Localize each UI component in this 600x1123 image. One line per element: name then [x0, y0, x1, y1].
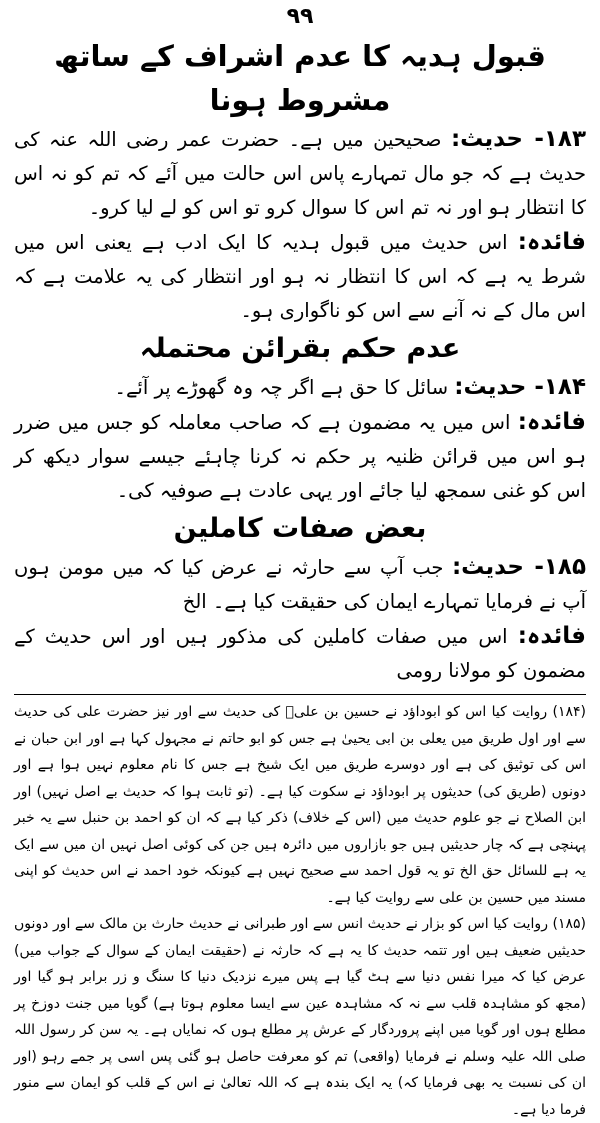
hadith-184-text: سائل کا حق ہے اگر چہ وہ گھوڑے پر آئے۔ [114, 376, 455, 399]
faida-184-label: فائدہ: [517, 409, 586, 435]
faida-183-text: اس حدیث میں قبول ہدیہ کا ایک ادب ہے یعنی اس میں شرط یہ ہے کہ اس کا انتظار نہ ہو اور انتظار کی یہ علامت ہے کہ اس مال کے نہ آنے سے اس کو ناگواری ہو۔ [14, 231, 586, 322]
faida-184 [14, 405, 586, 508]
hadith-183 [14, 122, 586, 225]
footnote-185: (۱۸۵) روایت کیا اس کو بزار نے حدیث انس سے اور طبرانی نے حدیث حارث بن مالک سے اور دونوں حدیثیں ضعیف ہیں اور تتمہ حدیث کا یہ ہے کہ حارثہ نے (حقیقت ایمان کے سوال کے جواب میں) عرض کیا کہ میرا نفس دنیا سے ہٹ گیا ہے پس میرے نزدیک دنیا کا سنگ و زر برابر ہو گیا اور (مجھ کو مشاہدہ قلب سے نہ کہ مشاہدہ عین سے ایسا معلوم ہوتا ہے) گویا میں جنت دوزخ پر مطلع ہوں اور گویا میں اپنے پروردگار کے عرش پر مطلع ہوں کہ نمایاں ہے۔ یہ سن کر رسول اللہ صلی اللہ علیہ وسلم نے فرمایا (واقعی) تم کو معرفت حاصل ہو گئی پس اسی پر جمے رہو (اور ان کی نسبت یہ بھی فرمایا کہ) یہ ایک بندہ ہے کہ اللہ تعالیٰ نے اس کے قلب کو ایمان سے منور فرما دیا ہے۔ [14, 916, 586, 1118]
footnote-184: (۱۸۴) روایت کیا اس کو ابوداؤد نے حسین بن علیؓ کی حدیث سے اور نیز حضرت علی کی حدیث سے اور اول طریق میں یعلی بن ابی یحییٰ ہے جس کو ابو حاتم نے مجہول کہا ہے اور ابن حبان نے اس کی توثیق کی ہے اور دوسرے طریق میں ایک شیخ ہے جس کا نام معلوم نہیں ہوا ہے اور دونوں (طریق کی) حدیثوں پر ابوداؤد نے سکوت کیا ہے۔ (تو ثابت ہوا کہ حدیث بے اصل نہیں) اور ابن الصلاح نے جو علوم حدیث میں (اس کے خلاف) ذکر کیا ہے کہ ان کو احمد بن حنبل سے یہ خبر پہنچی ہے کہ چار حدیثیں ہیں جو بازاروں میں دائرہ ہیں جن کی کوئی اصل نہیں ان میں سے ایک یہ ہے للسائل حق الخ تو یہ قول احمد سے صحیح نہیں ہے کیونکہ خود احمد نے اس حدیث کو اپنی مسند میں حسین بن علی سے روایت کیا ہے۔ [14, 704, 586, 906]
hadith-185 [14, 550, 586, 619]
hadith-184 [14, 370, 586, 405]
heading-conditional-acceptance-of-gift: قبول ہدیہ کا عدم اشراف کے ساتھ مشروط ہونا [54, 39, 546, 117]
faida-185-text: اس میں صفات کاملین کی مذکور ہیں اور اس حدیث کے مضمون کو مولانا رومی [14, 625, 586, 682]
hadith-185-label: ۱۸۵- حدیث: [451, 554, 586, 580]
faida-184-text: اس میں یہ مضمون ہے کہ صاحب معاملہ کو جس میں ضرر ہو اس میں قرائن ظنیہ پر حکم نہ کرنا چاہئے جیسے سوار دیکھ کر اس کو غنی سمجھ لیا جائے اور یہی عادت ہے صوفیہ کی۔ [14, 411, 586, 502]
hadith-185-text: جب آپ سے حارثہ نے عرض کیا کہ میں مومن ہوں آپ نے فرمایا تمہارے ایمان کی حقیقت کیا ہے۔ الخ [14, 556, 586, 613]
faida-185 [14, 619, 586, 688]
hadith-183-label: ۱۸۳- حدیث: [450, 126, 586, 152]
hadith-183-text: صحیحین میں ہے۔ حضرت عمر رضی اللہ عنہ کی حدیث ہے کہ جو مال تمہارے پاس اس حالت میں آئے کہ تم کو نہ اس کا انتظار ہو اور نہ تم اس کا سوال کرو تو اس کو لے لیا کرو۔ [14, 128, 586, 219]
faida-183 [14, 225, 586, 328]
footnote-divider [14, 694, 586, 695]
faida-183-label: فائدہ: [517, 229, 586, 255]
heading-no-ruling-on-probable-signs: عدم حکم بقرائن محتملہ [139, 333, 461, 364]
hadith-184-label: ۱۸۴- حدیث: [454, 374, 586, 400]
heading-attributes-of-the-perfect: بعض صفات کاملین [173, 513, 427, 544]
page-number: ۹۹ [286, 4, 314, 29]
book-page [0, 2, 600, 1118]
faida-185-label: فائدہ: [517, 623, 586, 649]
